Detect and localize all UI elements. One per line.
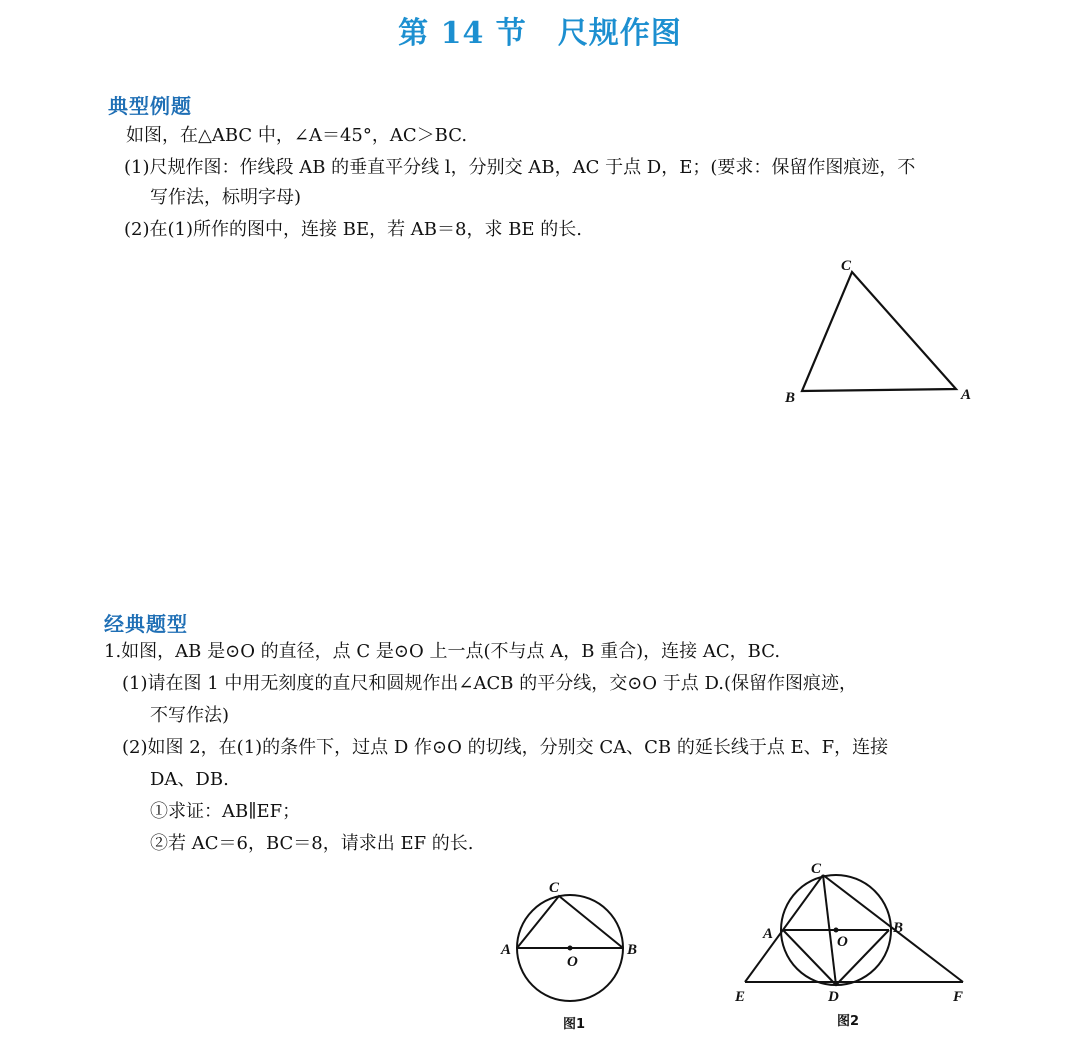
fig2-caption: 图2: [837, 1014, 860, 1029]
classic-heading: 经典题型: [104, 612, 188, 636]
example-line-2: (1)尺规作图：作线段 AB 的垂直平分线 l，分别交 AB，AC 于点 D，E；(要求：保留作图痕迹，不: [124, 157, 916, 178]
label-c: C: [841, 258, 852, 274]
fig2-label-d: D: [828, 989, 839, 1005]
fig2-label-c: C: [811, 861, 822, 877]
classic-line-7: ②若 AC＝6，BC＝8，请求出 EF 的长.: [150, 833, 474, 854]
classic-line-5: DA、DB.: [150, 769, 229, 790]
example-line-1: 如图，在△ABC 中，∠A＝45°，AC＞BC.: [126, 125, 468, 146]
fig1-label-b: B: [627, 942, 638, 958]
classic-line-2: (1)请在图 1 中用无刻度的直尺和圆规作出∠ACB 的平分线，交⊙O 于点 D.(保留作图痕迹，: [122, 673, 858, 694]
center-point: [568, 946, 573, 951]
fig1-label-c: C: [549, 880, 560, 896]
example-heading: 典型例题: [108, 94, 192, 118]
page-title: 第 14 节 尺规作图: [398, 16, 682, 51]
triangle-abc: [802, 272, 956, 391]
fig1-caption: 图1: [563, 1017, 586, 1032]
fig1-label-o: O: [567, 954, 578, 970]
classic-line-3: 不写作法): [150, 705, 230, 726]
line-ce: [745, 875, 823, 982]
fig1-label-a: A: [501, 942, 512, 958]
figure-1: [495, 870, 655, 1040]
label-b: B: [785, 390, 796, 406]
classic-line-6: ①求证：AB∥EF；: [150, 801, 301, 822]
classic-line-1: 1.如图，AB 是⊙O 的直径，点 C 是⊙O 上一点(不与点 A，B 重合)，连接 AC，BC.: [104, 641, 781, 662]
label-a: A: [961, 387, 972, 403]
example-line-4: (2)在(1)所作的图中，连接 BE，若 AB＝8，求 BE 的长.: [124, 219, 583, 240]
fig2-label-o: O: [837, 934, 848, 950]
figure-2: [725, 855, 980, 1040]
center-point-2: [834, 928, 839, 933]
classic-line-4: (2)如图 2，在(1)的条件下，过点 D 作⊙O 的切线，分别交 CA、CB 的延长线于点 E、F，连接: [122, 737, 889, 758]
chords-ac-bc: [517, 896, 623, 948]
fig2-label-e: E: [735, 989, 746, 1005]
example-line-3: 写作法，标明字母): [150, 187, 302, 208]
fig2-label-f: F: [953, 989, 964, 1005]
fig2-label-b: B: [893, 920, 904, 936]
fig2-label-a: A: [763, 926, 774, 942]
triangle-abc-figure: [770, 250, 990, 420]
